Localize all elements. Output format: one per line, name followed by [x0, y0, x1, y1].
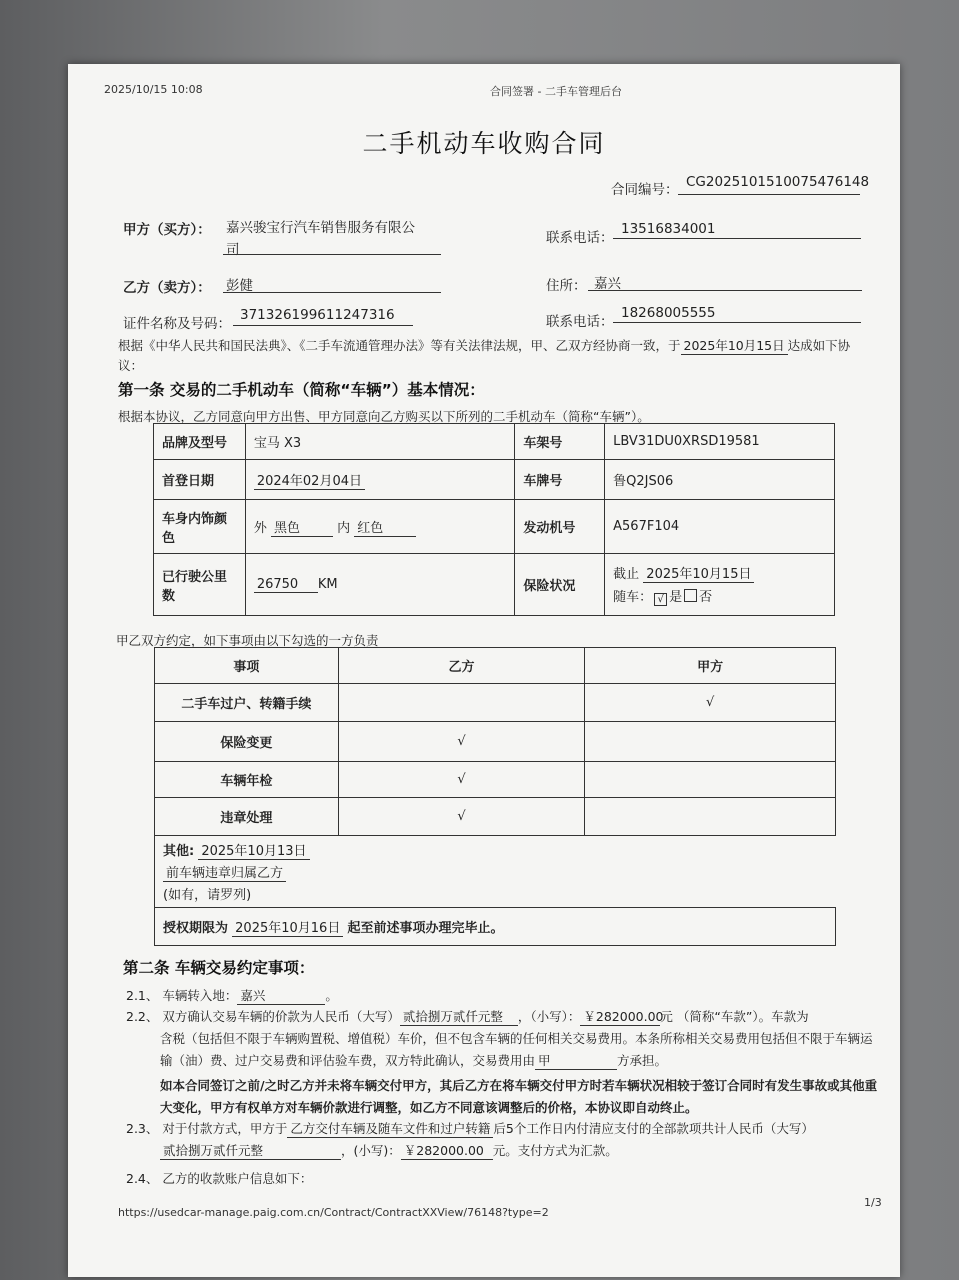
clause-2-2-payer: 甲: [535, 1051, 617, 1070]
vin-value: LBV31DU0XRSD19581: [605, 424, 835, 460]
duty-item: 违章处理: [155, 798, 339, 836]
insurance-until-date: 2025年10月15日: [643, 563, 754, 583]
party-b-name: 彭健: [226, 278, 253, 294]
with-car-label: 随车：: [613, 590, 653, 605]
exterior-color: 黑色: [271, 517, 333, 537]
contract-page: [68, 64, 900, 1277]
clause-2-2-number: 2.2、: [126, 1009, 159, 1024]
party-b-phone-label: 联系电话：: [546, 314, 614, 330]
party-b-id-number: 371326199611247316: [240, 307, 395, 323]
party-a-phone: 13516834001: [621, 221, 716, 237]
clause-2-3-condition: 乙方交付车辆及随车文件和过户转籍: [287, 1119, 493, 1138]
duty-a-check[interactable]: [585, 798, 836, 836]
preamble-text-after: 达成如下协: [787, 338, 851, 353]
party-b-phone: 18268005555: [621, 305, 716, 321]
engine-label: 发动机号: [515, 500, 605, 554]
model-value: 宝马 X3: [245, 424, 514, 460]
reg-date-label: 首登日期: [154, 460, 246, 500]
clause-2-3-price-upper: 贰拾捌万贰仟元整: [160, 1141, 341, 1160]
footer-page-number: 1/3: [864, 1196, 882, 1209]
duty-b-check[interactable]: [338, 684, 585, 722]
interior-prefix: 内: [337, 520, 351, 536]
contract-number-label: 合同编号：: [611, 182, 679, 198]
clause-2-1-end: 。: [325, 988, 338, 1003]
party-b-address-label: 住所：: [546, 278, 587, 294]
article1-heading: 第一条 交易的二手机动车（简称“车辆”）基本情况：: [118, 381, 485, 399]
party-a-label: 甲方（买方）：: [123, 222, 211, 238]
clause-2-1-label: 车辆转入地：: [162, 988, 238, 1003]
preamble-end: 议：: [118, 358, 144, 373]
preamble-date: 2025年10月15日: [681, 336, 788, 355]
clause-2-1-value: 嘉兴: [237, 986, 325, 1005]
article2-heading: 第二条 车辆交易约定事项：: [123, 959, 315, 977]
no-label: 否: [699, 590, 713, 605]
party-a-name-line2: 司: [226, 242, 240, 258]
duties-intro: 甲乙双方约定，如下事项由以下勾选的一方负责: [116, 633, 379, 648]
mileage-label-2: 数: [162, 588, 176, 604]
contract-title: 二手机动车收购合同: [362, 129, 606, 158]
vehicle-info-table: [153, 423, 835, 616]
insurance-label: 保险状况: [515, 554, 605, 616]
contract-number: CG2025101510075476148: [686, 174, 870, 190]
clause-2-3-text-c: ，(小写)：: [341, 1143, 401, 1158]
other-hint: (如有，请罗列): [163, 888, 252, 903]
clause-2-1-number: 2.1、: [126, 988, 159, 1003]
yes-label: 是: [669, 590, 683, 605]
duty-b-check[interactable]: √: [338, 762, 585, 798]
col-b-header: 乙方: [338, 648, 585, 684]
notice-line2: 大变化，甲方有权单方对车辆价款进行调整，如乙方不同意该调整后的价格，本协议即自动终止。: [160, 1100, 698, 1115]
deadline-date: 2025年10月16日: [232, 917, 343, 937]
col-item-header: 事项: [155, 648, 339, 684]
interior-color: 红色: [354, 517, 416, 537]
clause-2-2-price-upper: 贰拾捌万贰仟元整: [400, 1007, 518, 1026]
mileage-unit: KM: [317, 576, 338, 592]
clause-2-2-text-c: 元 （简称“车款”）。车款为: [660, 1009, 809, 1024]
clause-2-3-number: 2.3、: [126, 1121, 159, 1136]
mileage-label-1: 已行驶公里: [162, 569, 228, 585]
other-note: 前车辆违章归属乙方: [163, 862, 286, 882]
notice-line1: 如本合同签订之前/之时乙方并未将车辆交付甲方，其后乙方在将车辆交付甲方时若车辆状况相较于签订合同时有发生事故或其他重: [160, 1078, 878, 1093]
clause-2-2-price-lower: ￥282000.00: [580, 1007, 660, 1026]
print-page-title: 合同签署 - 二手车管理后台: [490, 85, 622, 98]
party-b-id-label: 证件名称及号码：: [123, 316, 231, 332]
clause-2-4-number: 2.4、: [126, 1171, 159, 1186]
duty-a-check[interactable]: √: [585, 684, 836, 722]
col-a-header: 甲方: [585, 648, 836, 684]
vin-label: 车架号: [515, 424, 605, 460]
clause-2-3-text-d: 元。支付方式为汇款。: [492, 1143, 618, 1158]
duty-item: 二手车过户、转籍手续: [155, 684, 339, 722]
clause-2-2-line3: 输（油）费、过户交易费和评估验车费，双方特此确认，交易费用由: [160, 1053, 536, 1068]
plate-label: 车牌号: [515, 460, 605, 500]
deadline-prefix: 授权期限为: [163, 920, 229, 936]
deadline-suffix: 起至前述事项办理完毕止。: [347, 920, 504, 936]
party-a-name-line1: 嘉兴骏宝行汽车销售服务有限公: [226, 220, 415, 236]
duty-b-check[interactable]: √: [338, 798, 585, 836]
checkbox-yes[interactable]: √: [654, 593, 667, 606]
checkbox-no[interactable]: [684, 589, 697, 602]
footer-url[interactable]: https://usedcar-manage.paig.com.cn/Contract/ContractXXView/76148?type=2: [118, 1206, 549, 1219]
clause-2-3-text: 对于付款方式，甲方于: [162, 1121, 288, 1136]
mileage-value: 26750: [254, 577, 318, 593]
print-datetime: 2025/10/15 10:08: [104, 83, 203, 96]
party-a-phone-label: 联系电话：: [546, 230, 614, 246]
clause-2-2-line3-end: 方承担。: [617, 1053, 668, 1068]
duty-item: 保险变更: [155, 722, 339, 762]
plate-value: 鲁Q2JS06: [605, 460, 835, 500]
duty-b-check[interactable]: √: [338, 722, 585, 762]
clause-2-3-text-b: 后5个工作日内付清应支付的全部款项共计人民币（大写）: [493, 1121, 814, 1136]
other-label: 其他:: [163, 844, 195, 859]
insurance-until-prefix: 截止: [613, 567, 640, 582]
party-b-address: 嘉兴: [594, 276, 621, 292]
model-label: 品牌及型号: [154, 424, 246, 460]
duty-a-check[interactable]: [585, 722, 836, 762]
reg-date-value: 2024年02月04日: [254, 470, 365, 490]
duty-a-check[interactable]: [585, 762, 836, 798]
duties-table: [154, 647, 836, 946]
other-date: 2025年10月13日: [198, 840, 309, 860]
duty-item: 车辆年检: [155, 762, 339, 798]
color-label-2: 色: [162, 530, 176, 546]
clause-2-4-text: 乙方的收款账户信息如下：: [162, 1171, 313, 1186]
clause-2-2-text: 双方确认交易车辆的价款为人民币（大写）: [162, 1009, 400, 1024]
party-b-label: 乙方（卖方）：: [123, 280, 211, 296]
article1-intro: 根据本协议，乙方同意向甲方出售、甲方同意向乙方购买以下所列的二手机动车（简称“车辆”）。: [118, 409, 650, 424]
engine-value: A567F104: [605, 500, 835, 554]
exterior-prefix: 外: [253, 520, 267, 536]
color-label-1: 车身内饰颜: [162, 511, 228, 527]
clause-2-3-price-lower: ￥282000.00: [401, 1141, 493, 1160]
clause-2-2-line2: 含税（包括但不限于车辆购置税、增值税）车价，但不包含车辆的任何相关交易费用。本条所称相关交易费用包括但不限于车辆运: [160, 1031, 873, 1046]
preamble-text: 根据《中华人民共和国民法典》、《二手车流通管理办法》等有关法律法规，甲、乙双方经协商一致，于: [118, 338, 681, 353]
clause-2-2-text-b: ，（小写）：: [517, 1009, 581, 1024]
